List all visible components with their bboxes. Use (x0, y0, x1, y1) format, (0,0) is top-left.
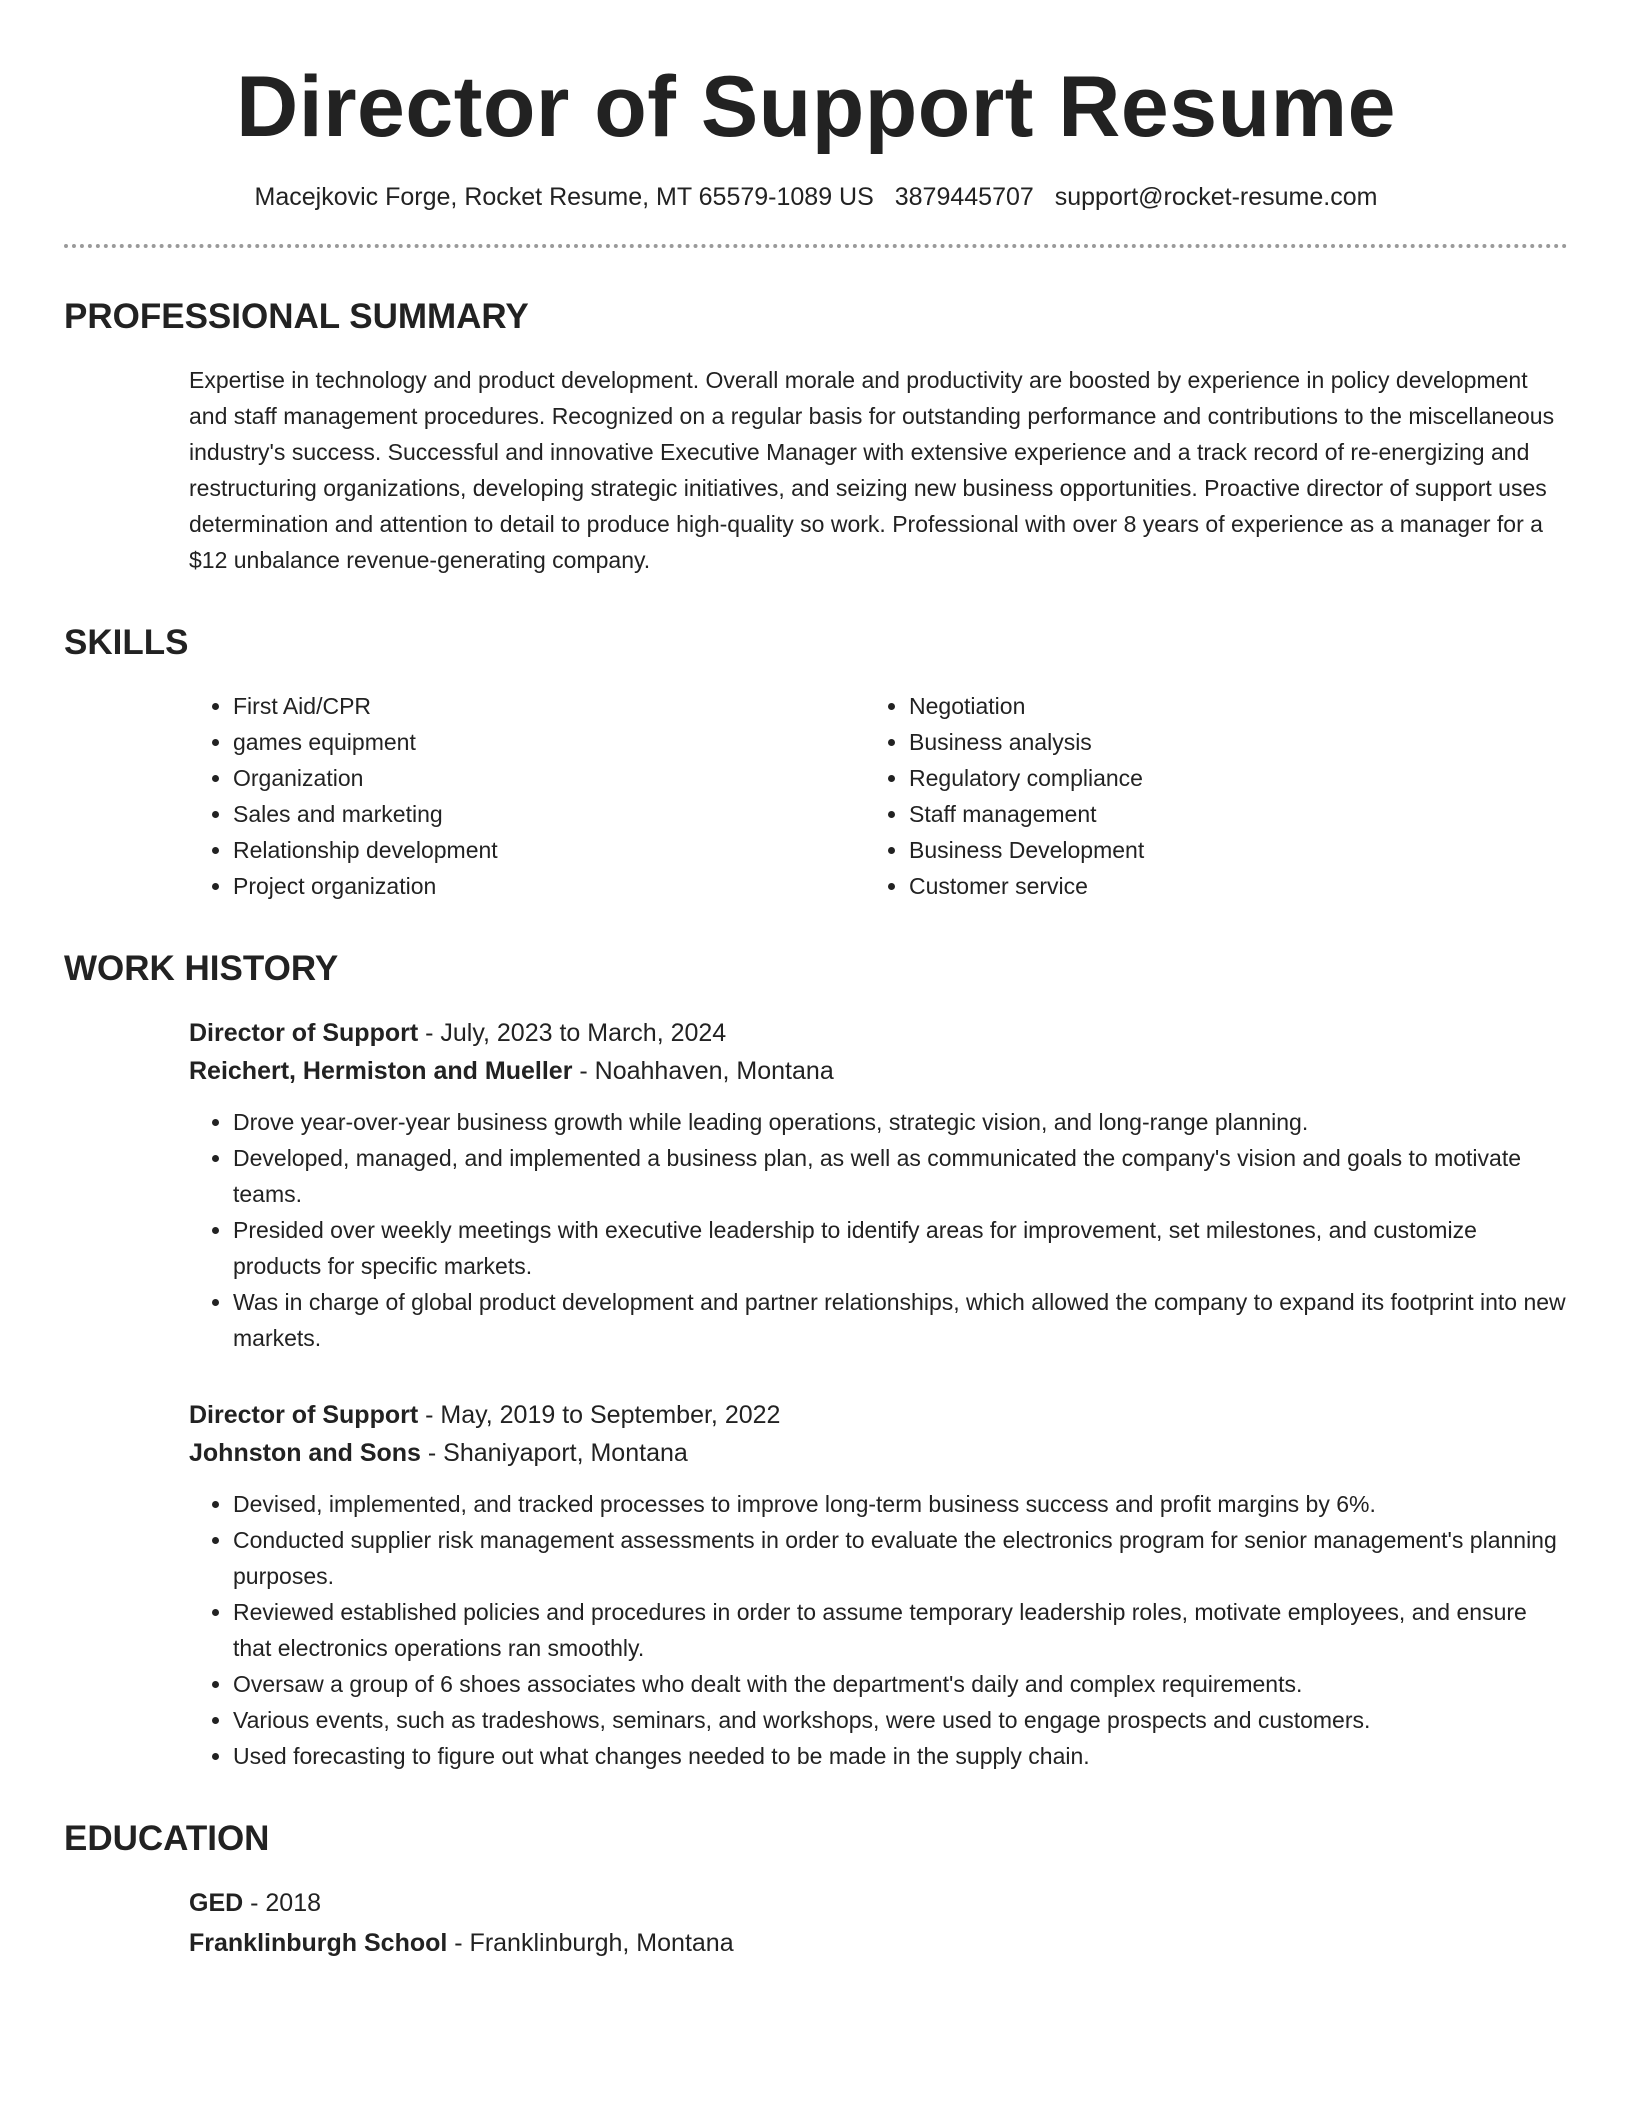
job-company: Reichert, Hermiston and Mueller (189, 1057, 573, 1085)
job-bullet: • Conducted supplier risk management assessments in order to evaluate the electronics program for senior management's planning purposes. (233, 1522, 1568, 1594)
contact-email[interactable]: support@rocket-resume.com (1054, 183, 1378, 211)
job-dates: - May, 2019 to September, 2022 (418, 1401, 781, 1429)
resume-title: Director of Support Resume (236, 59, 1396, 155)
job-entry (189, 1014, 1568, 1356)
skills-column-right (865, 688, 1144, 904)
job-role: Director of Support (189, 1019, 419, 1047)
skill-item: • Business analysis (909, 724, 1144, 760)
job-bullet: • Was in charge of global product development and partner relationships, which allowed the company to expand its footprint into new markets. (233, 1284, 1568, 1356)
summary-section (64, 294, 1568, 578)
education-year: - 2018 (243, 1889, 322, 1917)
summary-text: Expertise in technology and product development. Overall morale and productivity are boosted by experience in policy development and staff management procedures. Recognized on a regular basis for outstanding performance and contributions to the miscellaneous industry's success. Successful and innovative Executive Manager with extensive experience and a track record of re-energizing and restructuring organizations, developing strategic initiatives, and seizing new business opportunities. Proactive director of support uses determination and attention to detail to produce high-quality so work. Professional with over 8 years of experience as a manager for a $12 unbalance revenue-generating company. (189, 367, 1555, 573)
education-degree-line (189, 1884, 1568, 1922)
education-entry (189, 1884, 1568, 1962)
work-history-heading: WORK HISTORY (64, 949, 339, 988)
job-bullet: • Presided over weekly meetings with executive leadership to identify areas for improvement, set milestones, and customize products for specific markets. (233, 1212, 1568, 1284)
job-role: Director of Support (189, 1401, 419, 1429)
header-divider (64, 244, 1568, 248)
skill-item: • Customer service (909, 868, 1144, 904)
job-title-line (189, 1014, 1568, 1052)
skill-item: • First Aid/CPR (233, 688, 865, 724)
skill-item: • Negotiation (909, 688, 1144, 724)
skills-section (64, 620, 1568, 904)
skill-item: • games equipment (233, 724, 865, 760)
skills-heading: SKILLS (64, 623, 189, 662)
skill-item: • Project organization (233, 868, 865, 904)
job-bullet: • Various events, such as tradeshows, seminars, and workshops, were used to engage prospects and customers. (233, 1702, 1568, 1738)
job-bullet: • Devised, implemented, and tracked processes to improve long-term business success and profit margins by 6%. (233, 1486, 1568, 1522)
education-section (64, 1816, 1568, 1962)
job-bullet: • Oversaw a group of 6 shoes associates who dealt with the department's daily and complex requirements. (233, 1666, 1568, 1702)
job-company: Johnston and Sons (189, 1439, 421, 1467)
skill-item: • Staff management (909, 796, 1144, 832)
job-bullets (189, 1104, 1568, 1356)
job-company-line (189, 1434, 1568, 1472)
education-school-line (189, 1924, 1568, 1962)
education-heading: EDUCATION (64, 1819, 270, 1858)
contact-line (64, 180, 1568, 214)
education-degree: GED (189, 1889, 244, 1917)
education-location: - Franklinburgh, Montana (447, 1929, 734, 1957)
job-dates: - July, 2023 to March, 2024 (418, 1019, 727, 1047)
education-school: Franklinburgh School (189, 1929, 448, 1957)
job-bullet: • Developed, managed, and implemented a business plan, as well as communicated the company's vision and goals to motivate teams. (233, 1140, 1568, 1212)
work-history-section (64, 946, 1568, 1774)
job-company-line (189, 1052, 1568, 1090)
job-entry (189, 1396, 1568, 1774)
skill-item: • Sales and marketing (233, 796, 865, 832)
job-bullets (189, 1486, 1568, 1774)
contact-address: Macejkovic Forge, Rocket Resume, MT 65579-1089 US (254, 183, 874, 211)
skill-item: • Regulatory compliance (909, 760, 1144, 796)
skill-item: • Organization (233, 760, 865, 796)
summary-heading: PROFESSIONAL SUMMARY (64, 297, 529, 336)
job-bullet: • Reviewed established policies and procedures in order to assume temporary leadership roles, motivate employees, and ensure that electronics operations ran smoothly. (233, 1594, 1568, 1666)
skill-item: • Business Development (909, 832, 1144, 868)
skills-list (189, 688, 1568, 904)
job-bullet: • Drove year-over-year business growth while leading operations, strategic vision, and long-range planning. (233, 1104, 1568, 1140)
job-location: - Noahhaven, Montana (572, 1057, 834, 1085)
skills-column-left (189, 688, 865, 904)
job-title-line (189, 1396, 1568, 1434)
job-bullet: • Used forecasting to figure out what changes needed to be made in the supply chain. (233, 1738, 1568, 1774)
job-location: - Shaniyaport, Montana (420, 1439, 688, 1467)
contact-phone: 3879445707 (894, 183, 1034, 211)
skill-item: • Relationship development (233, 832, 865, 868)
